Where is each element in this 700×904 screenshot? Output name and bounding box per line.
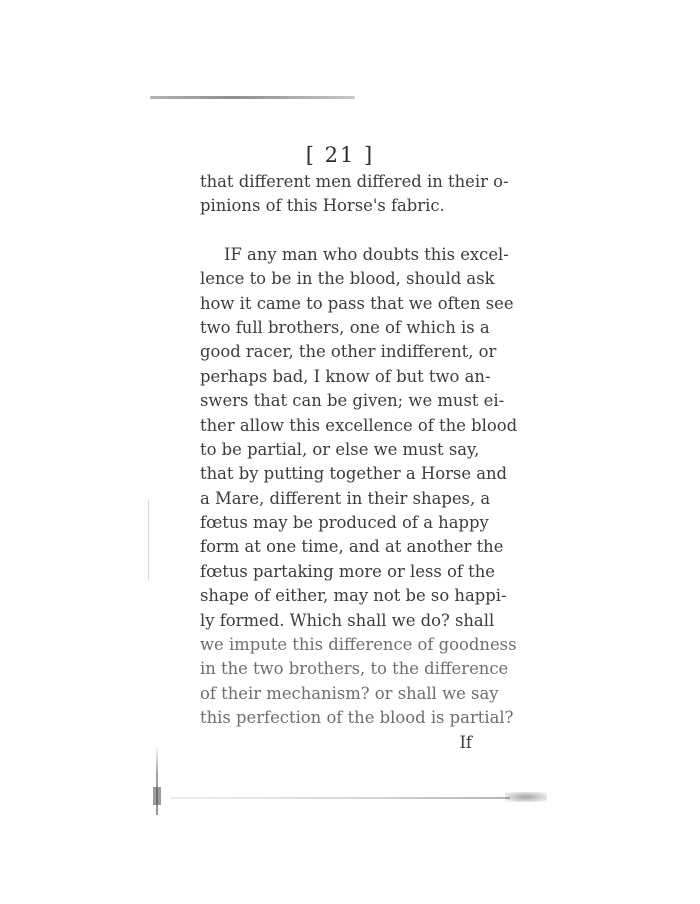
catchword: If bbox=[459, 732, 472, 752]
text-line: a Mare, different in their shapes, a bbox=[200, 488, 491, 508]
ink-smudge bbox=[505, 792, 547, 802]
text-line: to be partial, or else we must say, bbox=[200, 439, 480, 459]
text-line: of their mechanism? or shall we say bbox=[200, 683, 499, 703]
text-line: good racer, the other indifferent, or bbox=[200, 342, 497, 362]
text-line: form at one time, and at another the bbox=[200, 537, 504, 557]
text-line: we impute this difference of goodness bbox=[200, 635, 517, 655]
text-line: that different men differed in their o- bbox=[200, 172, 509, 191]
text-line: how it came to pass that we often see bbox=[200, 293, 514, 313]
bottom-rule bbox=[170, 797, 510, 799]
text-line: in the two brothers, to the difference bbox=[200, 659, 509, 679]
text-line: two full brothers, one of which is a bbox=[200, 317, 490, 337]
top-rule bbox=[150, 96, 355, 99]
text-line: pinions of this Horse's fabric. bbox=[200, 196, 445, 216]
text-line: ther allow this excellence of the blood bbox=[200, 415, 518, 435]
text-line: swers that can be given; we must ei- bbox=[200, 391, 505, 411]
text-line: this perfection of the blood is partial? bbox=[200, 708, 514, 728]
paragraph-gap bbox=[200, 219, 472, 243]
text-line: shape of either, may not be so happi- bbox=[200, 586, 507, 606]
text-line: that by putting together a Horse and bbox=[200, 464, 508, 484]
page-number: [ 21 ] bbox=[305, 143, 375, 167]
text-line: perhaps bad, I know of but two an- bbox=[200, 366, 491, 386]
text-line: IF any man who doubts this excel- bbox=[224, 244, 509, 264]
page-edge-shadow bbox=[148, 500, 149, 580]
binding-mark bbox=[153, 787, 161, 805]
body-text bbox=[200, 170, 518, 755]
text-line: ly formed. Which shall we do? shall bbox=[200, 610, 495, 630]
text-line: fœtus partaking more or less of the bbox=[200, 561, 495, 581]
text-line: fœtus may be produced of a happy bbox=[200, 513, 489, 533]
text-line: lence to be in the blood, should ask bbox=[200, 269, 495, 289]
